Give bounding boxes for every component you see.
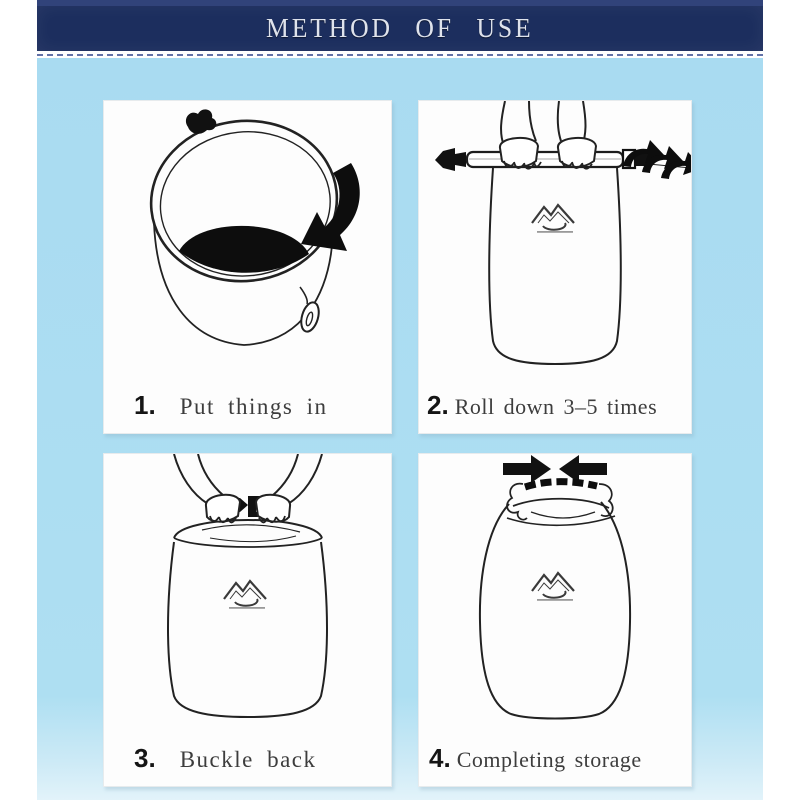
buckle-male-end [435,148,466,171]
step-2-card [418,100,692,434]
buckle-strap [525,482,597,487]
step-4-card [418,453,692,787]
brand-logo [224,581,266,609]
step-number: 3. [134,743,156,773]
step-4-caption [419,743,691,774]
rolled-top-folds [507,484,615,526]
bag-outline [168,542,327,717]
rim-tab [298,300,322,333]
step-number: 4. [429,743,451,773]
right-hand [558,101,596,169]
bag-outline [489,168,621,364]
step-4-illustration [419,454,691,722]
closure-strip [435,148,648,171]
step-3-card [103,453,392,787]
step-number: 2. [427,390,449,420]
inward-arrows-icon [503,455,607,483]
roll-direction-arrows-icon [623,140,691,179]
step-1-card [103,100,392,434]
step-label: Completing storage [456,747,642,772]
step-3-illustration [104,454,391,722]
step-1-illustration [104,101,391,369]
brand-logo [532,205,574,233]
step-label: Buckle back [179,747,317,772]
step-number: 1. [134,390,156,420]
left-hand [206,495,240,523]
step-label: Roll down 3–5 times [454,394,658,419]
rim-clip [186,109,216,133]
step-label: Put things in [179,394,328,419]
brand-logo [532,573,574,601]
instruction-sheet [37,0,763,800]
rolled-top [174,520,322,547]
step-3-caption [104,743,391,774]
bag-outline [480,502,630,719]
dotted-divider [37,51,763,58]
step-2-illustration [419,101,691,369]
left-hand [500,101,541,169]
step-2-caption [419,390,691,421]
page-title: METHOD OF USE [266,13,534,43]
header-bar [37,6,763,51]
right-hand [256,495,290,523]
step-1-caption [104,390,391,421]
